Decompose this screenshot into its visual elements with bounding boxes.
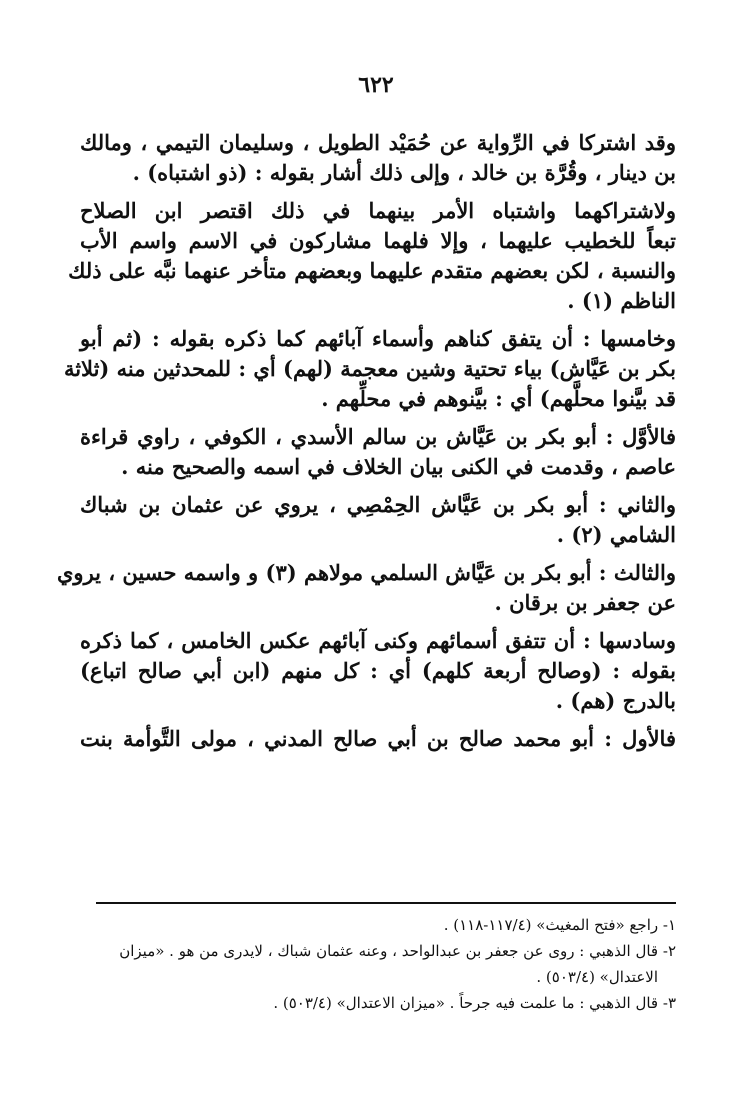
text-line: بقوله : (وصالح أربعة كلهم) أي : كل منهم (ابن أبي صالح اتباع) [80,658,676,683]
main-text [57,128,676,754]
text-line: وخامسها : أن يتفق كناهم وأسماء آبائهم كما ذكره بقوله : (ثم أبو [80,326,676,351]
paragraph [57,558,676,618]
footnote [96,938,676,990]
text-line: ولاشتراكهما واشتباه الأمر بينهما في ذلك اقتصر ابن الصلاح [80,198,676,223]
text-line: الشامي (٢) . [556,522,676,547]
paragraph [80,422,676,482]
text-line: والثالث : أبو بكر بن عَيَّاش السلمي مولاهم (٣) و واسمه حسين ، يروي [57,560,676,585]
paragraph [68,196,676,316]
footnote [96,990,676,1016]
footnote-divider [96,902,676,904]
paragraph [80,490,676,550]
text-line: الناظم (١) . [567,288,676,313]
footnote-line: ٢- قال الذهبي : روى عن جعفر بن عبدالواحد ، وعنه عثمان شباك ، لايدرى من هو . «ميزان [119,942,676,960]
footnote-line: ١- راجع «فتح المغيث» (١١٧/٤-١١٨) . [443,916,676,934]
paragraph [80,724,676,754]
text-line: والنسبة ، لكن بعضهم متقدم عليهما وبعضهم متأخر عنهما نبَّه على ذلك [68,258,676,283]
footnotes [96,912,676,1016]
text-line: وسادسها : أن تتفق أسمائهم وكنى آبائهم عكس الخامس ، كما ذكره [80,628,676,653]
paragraph [80,626,676,716]
footnote-line: ٣- قال الذهبي : ما علمت فيه جرحاً . «ميزان الاعتدال» (٥٠٣/٤) . [273,994,676,1012]
text-line: عاصم ، وقدمت في الكنى بيان الخلاف في اسمه والصحيح منه . [121,454,676,479]
page-number: ٦٢٢ [358,72,394,98]
text-line: والثاني : أبو بكر بن عَيَّاش الحِمْصِي ، يروي عن عثمان بن شباك [80,492,676,517]
footnote-line: الاعتدال» (٥٠٣/٤) . [536,968,658,986]
text-line: بكر بن عَيَّاش) بياء تحتية وشين معجمة (لهم) أي : للمحدثين منه (ثلاثة [63,356,676,381]
text-line: وقد اشتركا في الرِّواية عن حُمَيْد الطويل ، وسليمان التيمي ، ومالك [80,130,676,155]
text-line: فالأول : أبو محمد صالح بن أبي صالح المدني ، مولى التَّوأمة بنت [80,726,676,751]
footnote [96,912,676,938]
text-line: تبعاً للخطيب عليهما ، وإلا فلهما مشاركون في الاسم واسم الأب [80,228,676,253]
text-line: عن جعفر بن برقان . [494,590,676,615]
text-line: قد بيَّنوا محلَّهم) أي : بيَّنوهم في محلِّهم . [321,386,676,411]
paragraph [80,128,676,188]
text-line: فالأوَّل : أبو بكر بن عَيَّاش بن سالم الأسدي ، الكوفي ، راوي قراءة [80,424,676,449]
text-line: بالدرج (هم) . [555,688,676,713]
paragraph [63,324,676,414]
text-line: بن دينار ، وقُرَّة بن خالد ، وإلى ذلك أشار بقوله : (ذو اشتباه) . [132,160,676,185]
